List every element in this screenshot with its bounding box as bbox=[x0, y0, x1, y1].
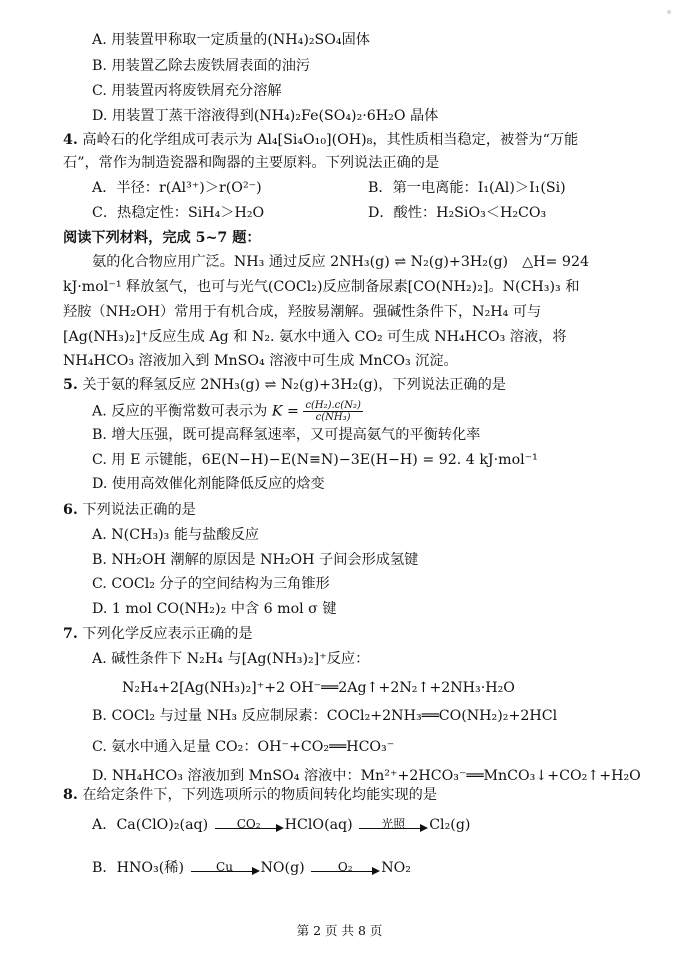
q8-option-a bbox=[92, 812, 470, 838]
q4-option-b: B．第一电离能：I₁(Al)＞I₁(Si) bbox=[368, 180, 566, 196]
q5-option-d: D. 使用高效催化剂能降低反应的焓变 bbox=[92, 476, 325, 492]
q8-stem bbox=[63, 785, 437, 805]
q4-option-a: A．半径：r(Al³⁺)＞r(O²⁻) bbox=[92, 180, 262, 196]
arrow-right-icon bbox=[420, 824, 428, 832]
arrow-right-icon bbox=[252, 867, 260, 875]
q5-option-b: B. 增大压强，既可提高释氢速率，又可提高氨气的平衡转化率 bbox=[92, 427, 481, 443]
q8-a-arrow-1 bbox=[213, 813, 285, 837]
q3-option-b: B. 用装置乙除去废铁屑表面的油污 bbox=[92, 58, 311, 74]
q6-number: 6. bbox=[63, 502, 78, 518]
q6-option-a: A. N(CH₃)₃ 能与盐酸反应 bbox=[92, 527, 259, 543]
q5-stem bbox=[63, 375, 506, 395]
q5-option-a-k: K = bbox=[271, 403, 299, 420]
q3-option-a: A. 用装置甲称取一定质量的(NH₄)₂SO₄固体 bbox=[92, 32, 370, 48]
q6-option-d: D. 1 mol CO(NH₂)₂ 中含 6 mol σ 键 bbox=[92, 601, 337, 617]
q8-number: 8. bbox=[63, 787, 78, 803]
q8-option-b bbox=[92, 855, 411, 881]
reading-title: 阅读下列材料，完成 5~7 题： bbox=[63, 230, 261, 246]
q8-a-substance-1: Ca(ClO)₂(aq) bbox=[116, 817, 209, 833]
q4-stem-line1 bbox=[63, 130, 578, 150]
passage-line-1: 氨的化合物应用广泛。NH₃ 通过反应 2NH₃(g) ⇌ N₂(g)+3H₂(g) △H= 924 bbox=[92, 254, 590, 270]
q5-option-a-text: A. 反应的平衡常数可表示为 bbox=[92, 403, 268, 420]
q8-b-arrow-2 bbox=[309, 856, 381, 880]
arrow-shaft bbox=[191, 871, 255, 872]
arrow-right-icon bbox=[276, 824, 284, 832]
q5-fraction-numerator: c(H₂).c(N₂) bbox=[305, 400, 361, 411]
q6-option-c: C. COCl₂ 分子的空间结构为三角锥形 bbox=[92, 576, 330, 592]
q8-a-arrow-2 bbox=[357, 813, 429, 837]
passage-line-4: [Ag(NH₃)₂]⁺反应生成 Ag 和 N₂. 氨水中通入 CO₂ 可生成 NH₄HCO₃ 溶液，将 bbox=[63, 329, 567, 345]
q5-fraction-denominator: c(NH₃) bbox=[315, 412, 351, 423]
q4-option-d: D．酸性：H₂SiO₃＜H₂CO₃ bbox=[368, 205, 547, 221]
q8-a-substance-2: HClO(aq) bbox=[284, 817, 353, 833]
q7-option-a: A. 碱性条件下 N₂H₄ 与[Ag(NH₃)₂]⁺反应： bbox=[92, 651, 370, 667]
q7-stem-text: 下列化学反应表示正确的是 bbox=[82, 626, 253, 642]
q6-option-b: B. NH₂OH 潮解的原因是 NH₂OH 子间会形成氢键 bbox=[92, 552, 419, 568]
q8-b-substance-2: NO(g) bbox=[260, 860, 305, 876]
arrow-right-icon bbox=[372, 867, 380, 875]
q5-stem-text: 关于氨的释氢反应 2NH₃(g) ⇌ N₂(g)+3H₂(g)，下列说法正确的是 bbox=[82, 377, 506, 393]
q4-stem-line2: 石”，常作为制造瓷器和陶器的主要原料。下列说法正确的是 bbox=[63, 155, 440, 171]
q5-option-a-fraction bbox=[303, 400, 362, 423]
q6-stem-text: 下列说法正确的是 bbox=[82, 502, 196, 518]
q3-option-d: D. 用装置丁蒸干溶液得到(NH₄)₂Fe(SO₄)₂·6H₂O 晶体 bbox=[92, 108, 439, 124]
arrow-shaft bbox=[359, 828, 423, 829]
q7-option-a-equation: N₂H₄+2[Ag(NH₃)₂]⁺+2 OH⁻══2Ag↑+2N₂↑+2NH₃·H₂O bbox=[122, 680, 515, 696]
q8-b-condition-2: O₂ bbox=[337, 860, 353, 874]
q3-option-c: C. 用装置丙将废铁屑充分溶解 bbox=[92, 83, 282, 99]
q8-a-label: A． bbox=[92, 817, 117, 833]
q8-b-condition-1: Cu bbox=[216, 860, 233, 874]
q4-option-c: C．热稳定性：SiH₄＞H₂O bbox=[92, 205, 265, 221]
q8-a-substance-3: Cl₂(g) bbox=[429, 817, 471, 833]
q7-stem bbox=[63, 624, 253, 644]
q8-b-substance-3: NO₂ bbox=[381, 860, 411, 876]
passage-line-2: kJ·mol⁻¹ 释放氢气，也可与光气(COCl₂)反应制备尿素[CO(NH₂)₂]。N(CH₃)₃ 和 bbox=[63, 279, 580, 295]
q7-number: 7. bbox=[63, 626, 78, 642]
q4-stem-text1: 高岭石的化学组成可表示为 Al₄[Si₄O₁₀](OH)₈，其性质相当稳定，被誉为“万能 bbox=[82, 132, 579, 148]
q7-option-c: C. 氨水中通入足量 CO₂：OH⁻+CO₂══HCO₃⁻ bbox=[92, 739, 395, 755]
q5-number: 5. bbox=[63, 377, 78, 393]
q8-a-condition-1: CO₂ bbox=[236, 817, 261, 831]
q8-a-condition-2: 光照 bbox=[381, 817, 406, 831]
page-footer: 第 2 页 共 8 页 bbox=[296, 923, 383, 938]
q5-option-a bbox=[92, 400, 363, 423]
q8-b-label: B． bbox=[92, 860, 117, 876]
q8-b-substance-1: HNO₃(稀) bbox=[116, 860, 184, 876]
arrow-shaft bbox=[311, 871, 375, 872]
q8-stem-text: 在给定条件下，下列选项所示的物质间转化均能实现的是 bbox=[82, 787, 438, 803]
q7-option-b: B. COCl₂ 与过量 NH₃ 反应制尿素：COCl₂+2NH₃══CO(NH₂)₂+2HCl bbox=[92, 708, 558, 724]
q8-b-arrow-1 bbox=[189, 856, 261, 880]
arrow-shaft bbox=[215, 828, 279, 829]
passage-line-5: NH₄HCO₃ 溶液加入到 MnSO₄ 溶液中可生成 MnCO₃ 沉淀。 bbox=[63, 353, 458, 369]
scan-speck bbox=[667, 10, 671, 14]
passage-line-3: 羟胺（NH₂OH）常用于有机合成，羟胺易潮解。强碱性条件下，N₂H₄ 可与 bbox=[63, 304, 542, 320]
q4-number: 4. bbox=[63, 132, 78, 148]
q7-option-d: D. NH₄HCO₃ 溶液加到 MnSO₄ 溶液中：Mn²⁺+2HCO₃⁻══MnCO₃↓+CO₂↑+H₂O bbox=[92, 768, 641, 784]
q5-option-c: C. 用 E 示键能，6E(N−H)−E(N≡N)−3E(H−H) = 92. 4 kJ·mol⁻¹ bbox=[92, 452, 538, 468]
q6-stem bbox=[63, 500, 196, 520]
